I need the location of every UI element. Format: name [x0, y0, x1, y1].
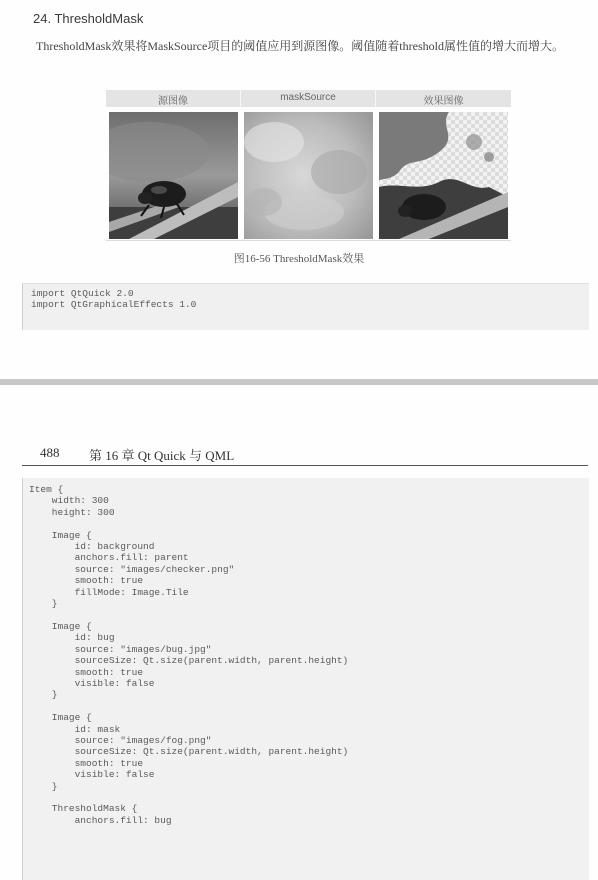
chapter-title: 第 16 章 Qt Quick 与 QML — [89, 448, 235, 463]
body-paragraph: ThresholdMask效果将MaskSource项目的阈值应用到源图像。阈值随着threshold属性值的增大而增大。 — [36, 39, 564, 53]
bug-photo-graphic — [109, 112, 238, 239]
code-block-imports — [22, 283, 589, 330]
figure-col-source: 源图像 — [158, 96, 188, 107]
code-imports: import QtQuick 2.0 import QtGraphicalEffects 1.0 — [31, 288, 197, 311]
source-image — [109, 112, 238, 239]
page-divider — [0, 379, 598, 385]
code-main: Item { width: 300 height: 300 Image { id: background anchors.fill: parent source: "images/checker.png" smooth: true fillMode: Image.Tile } Image { id: bug source: "images/bug.jpg" sourceSize: Qt.size(parent.width, parent.height) smooth: true visible: false } Image { id: mask source: "images/fog.png" sourceSize: Qt.size(parent.width, parent.height) smooth: true visible: false } ThresholdMask { anchors.fill: bug — [29, 484, 349, 826]
mask-source-image — [244, 112, 373, 239]
figure-col-result: 效果图像 — [423, 96, 464, 107]
result-image — [379, 112, 508, 239]
figure-col-mask: maskSource — [280, 92, 336, 103]
code-block-main — [22, 478, 589, 880]
figure-baseline — [106, 240, 511, 241]
figure-caption: 图16-56 ThresholdMask效果 — [233, 253, 365, 265]
threshold-result-graphic — [379, 112, 508, 239]
section-title: 24. ThresholdMask — [33, 11, 144, 26]
page-header — [22, 445, 588, 466]
page-number: 488 — [40, 445, 60, 460]
fog-mask-graphic — [244, 112, 373, 239]
figure-header — [106, 90, 511, 107]
